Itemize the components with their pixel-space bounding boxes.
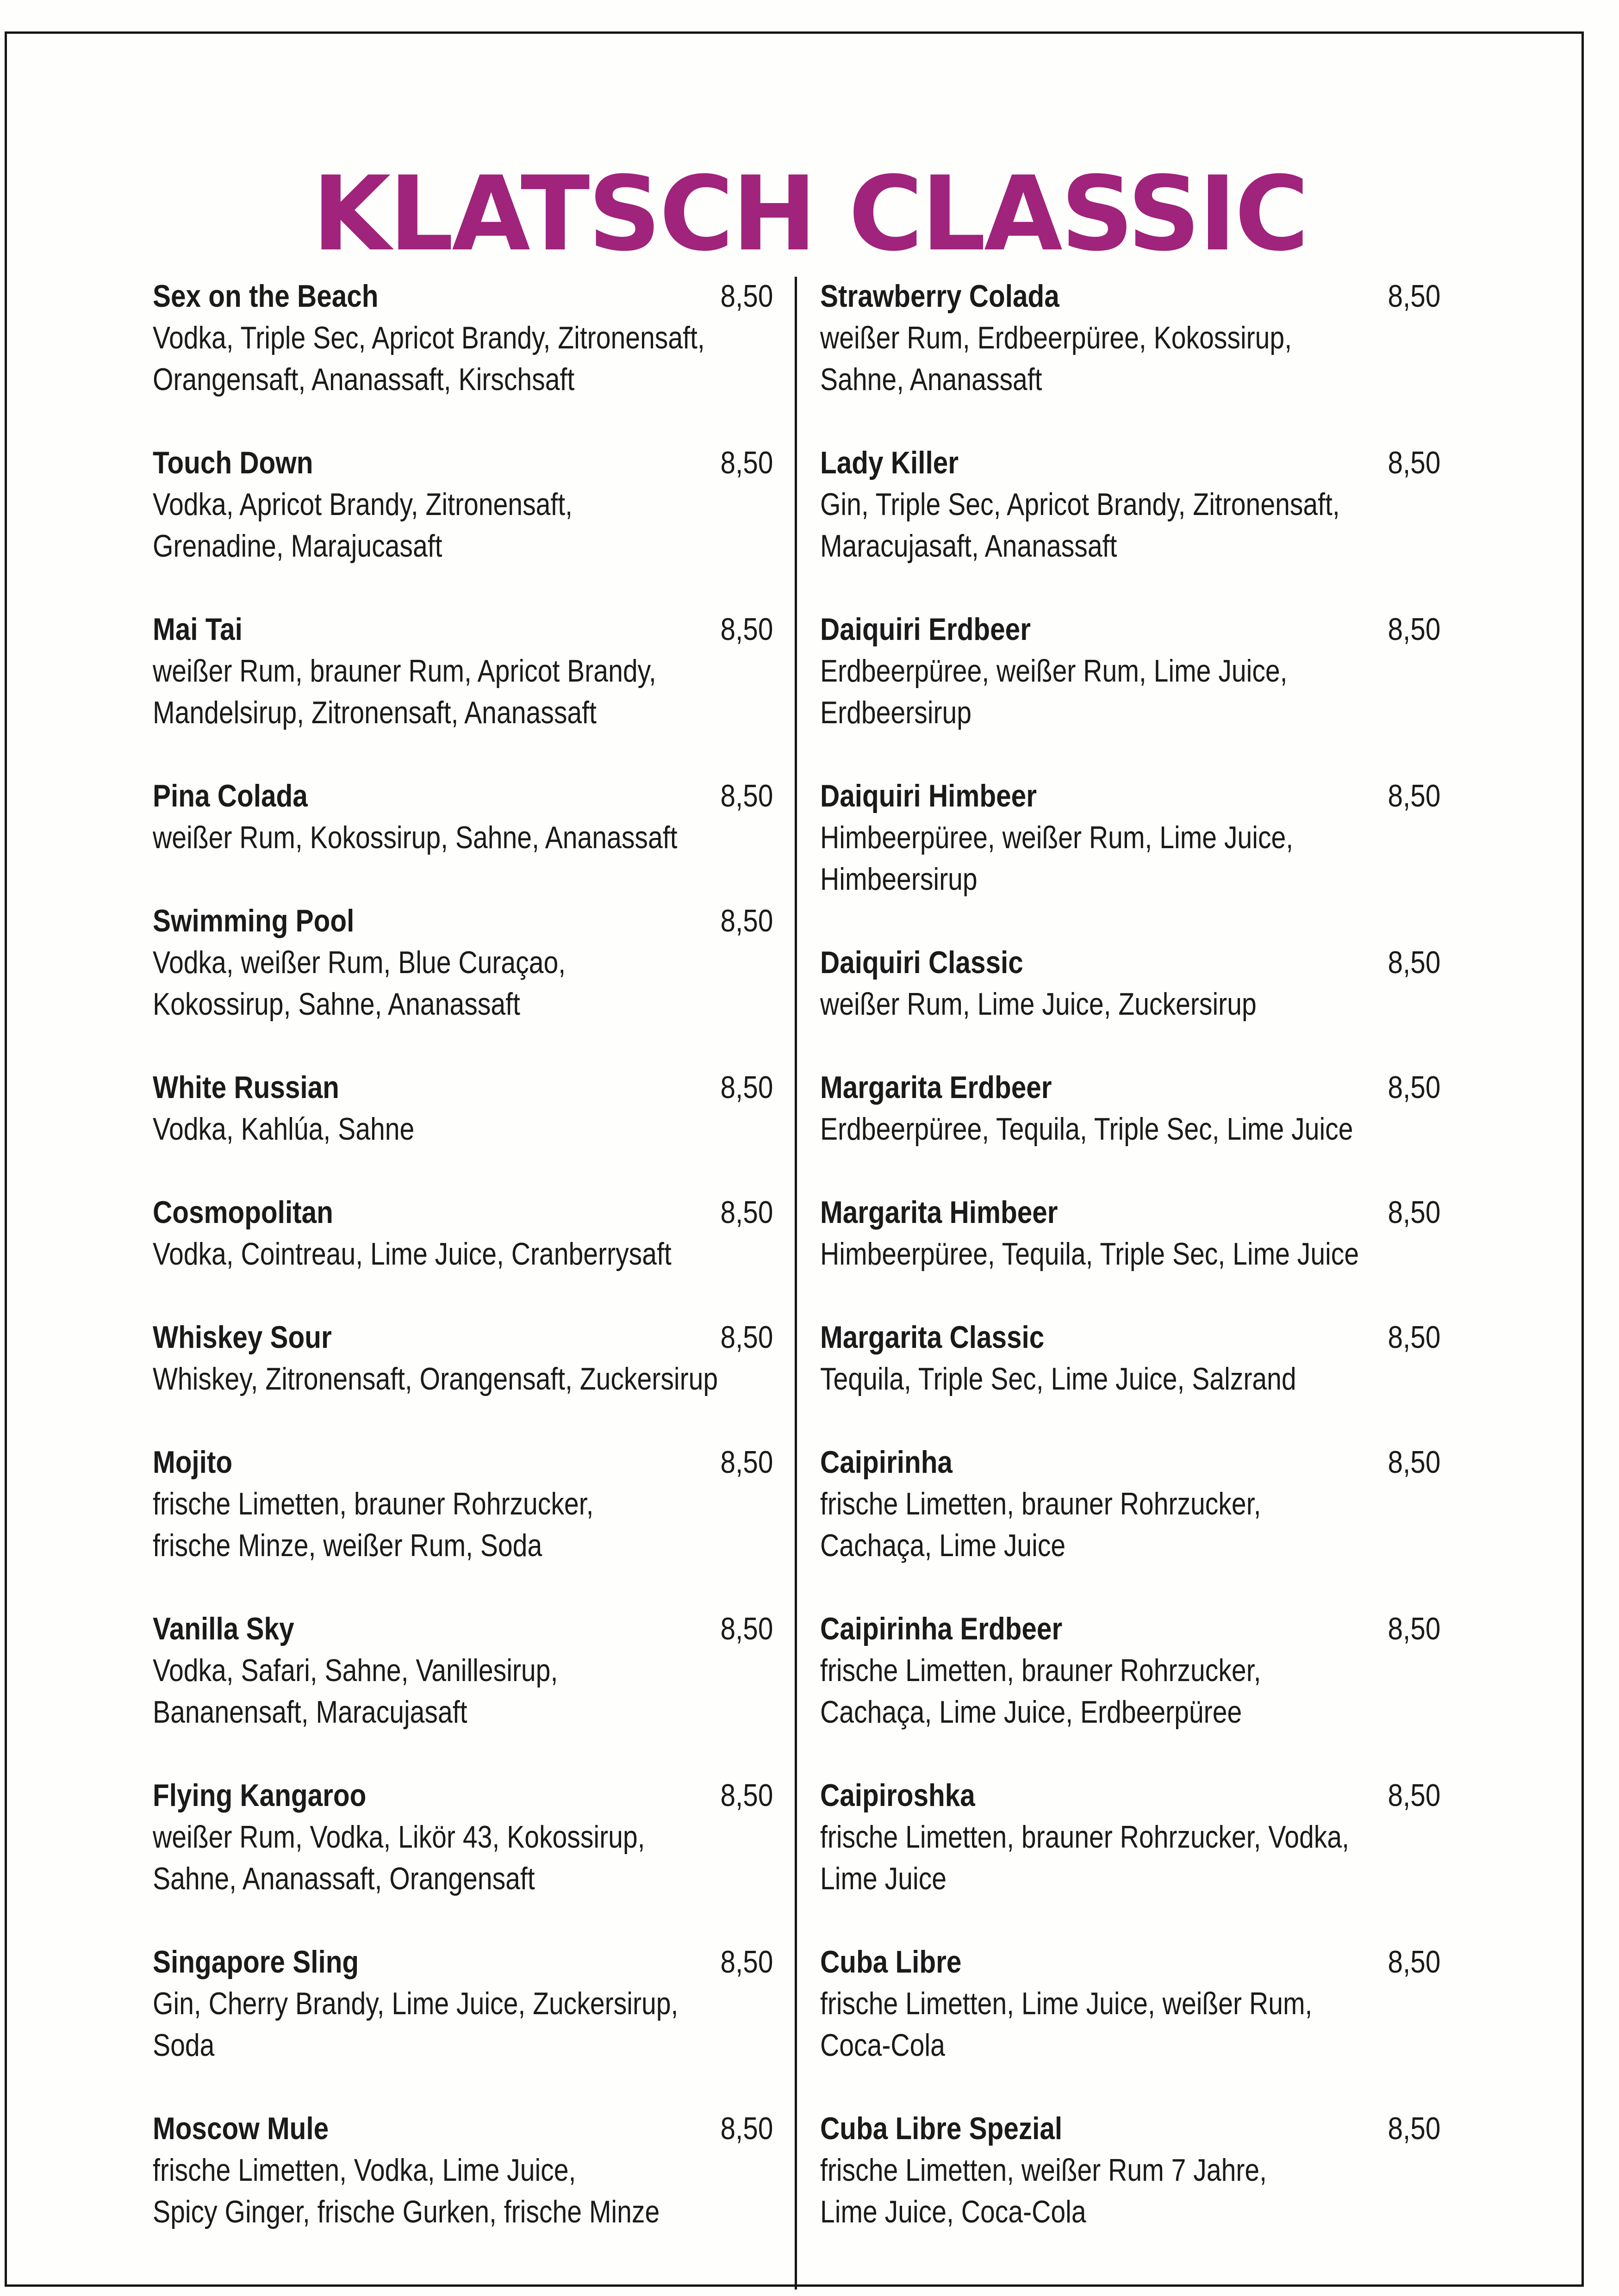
drink-ingredients: Lime Juice <box>820 1861 947 1896</box>
menu-item-header <box>153 1441 773 1483</box>
drink-name: Daiquiri Erdbeer <box>820 612 1031 647</box>
menu-item <box>153 442 773 567</box>
drink-ingredients: Erdbeerpüree, Tequila, Triple Sec, Lime Juice <box>820 1111 1353 1147</box>
drink-ingredients: frische Limetten, brauner Rohrzucker, <box>820 1653 1261 1688</box>
drink-ingredients: Cachaça, Lime Juice <box>820 1528 1066 1563</box>
menu-item <box>153 1316 773 1400</box>
menu-item-header <box>153 608 773 650</box>
drink-ingredients: frische Limetten, brauner Rohrzucker, Vodka, <box>820 1819 1349 1855</box>
menu-item <box>820 1608 1440 1733</box>
drink-price: 8,50 <box>720 1320 773 1355</box>
drink-ingredients: Spicy Ginger, frische Gurken, frische Minze <box>153 2194 660 2229</box>
drink-ingredients: weißer Rum, Erdbeerpüree, Kokossirup, <box>820 320 1292 355</box>
column-divider <box>795 277 797 2290</box>
menu-item-header <box>153 442 773 484</box>
drink-name: Mai Tai <box>153 612 243 647</box>
drink-price: 8,50 <box>720 903 773 938</box>
drink-name: Margarita Classic <box>820 1320 1045 1355</box>
drink-name: Daiquiri Himbeer <box>820 778 1037 813</box>
menu-item <box>820 1316 1440 1400</box>
drink-ingredients: Mandelsirup, Zitronensaft, Ananassaft <box>153 695 597 730</box>
menu-item-header <box>153 775 773 817</box>
drink-ingredients: weißer Rum, Vodka, Likör 43, Kokossirup, <box>153 1819 645 1855</box>
drink-price: 8,50 <box>1388 612 1440 647</box>
drink-ingredients: weißer Rum, brauner Rum, Apricot Brandy, <box>153 653 656 689</box>
drink-name: Cuba Libre <box>820 1944 962 1980</box>
drink-ingredients: Himbeerpüree, weißer Rum, Lime Juice, <box>820 820 1294 855</box>
drink-name: Mojito <box>153 1445 233 1480</box>
menu-item <box>820 442 1440 567</box>
drink-ingredients: Lime Juice, Coca-Cola <box>820 2194 1086 2229</box>
menu-title: KLATSCH CLASSIC <box>311 155 1307 274</box>
drink-name: Cuba Libre Spezial <box>820 2111 1063 2146</box>
menu-item-header <box>153 1316 773 1358</box>
drink-price: 8,50 <box>1388 1070 1440 1105</box>
menu-item-header <box>820 442 1440 484</box>
drink-ingredients: weißer Rum, Lime Juice, Zuckersirup <box>820 987 1257 1022</box>
drink-ingredients: frische Minze, weißer Rum, Soda <box>153 1528 542 1563</box>
drink-price: 8,50 <box>1388 1778 1440 1813</box>
menu-item <box>820 1775 1440 1899</box>
menu-item-header <box>820 2108 1440 2149</box>
menu-item <box>153 775 773 858</box>
menu-item <box>153 1067 773 1150</box>
menu-item <box>820 942 1440 1025</box>
drink-price: 8,50 <box>1388 1611 1440 1646</box>
drink-name: Pina Colada <box>153 778 308 813</box>
drink-ingredients: Cachaça, Lime Juice, Erdbeerpüree <box>820 1694 1242 1730</box>
drink-ingredients: Maracujasaft, Ananassaft <box>820 528 1117 564</box>
drink-name: White Russian <box>153 1070 339 1105</box>
drink-ingredients: Vodka, Triple Sec, Apricot Brandy, Zitronensaft, <box>153 320 705 355</box>
menu-item <box>153 2108 773 2233</box>
menu-item-header <box>820 1191 1440 1233</box>
drink-ingredients: Vodka, Apricot Brandy, Zitronensaft, <box>153 487 573 522</box>
drink-ingredients: Orangensaft, Ananassaft, Kirschsaft <box>153 362 575 397</box>
menu-item <box>153 1441 773 1566</box>
drink-ingredients: Vodka, Safari, Sahne, Vanillesirup, <box>153 1653 558 1688</box>
menu-item <box>153 1191 773 1275</box>
drink-name: Strawberry Colada <box>820 279 1059 314</box>
drink-ingredients: Vodka, Cointreau, Lime Juice, Cranberrysaft <box>153 1236 672 1272</box>
drink-name: Margarita Himbeer <box>820 1195 1058 1230</box>
drink-ingredients: frische Limetten, Vodka, Lime Juice, <box>153 2153 576 2188</box>
drink-name: Caipiroshka <box>820 1778 975 1813</box>
drink-price: 8,50 <box>720 2111 773 2146</box>
drink-name: Touch Down <box>153 445 313 480</box>
drink-price: 8,50 <box>720 1611 773 1646</box>
drink-ingredients: Soda <box>153 2028 215 2063</box>
drink-ingredients: Gin, Cherry Brandy, Lime Juice, Zuckersirup, <box>153 1986 679 2021</box>
menu-item-header <box>820 1941 1440 1983</box>
menu-item <box>153 1775 773 1899</box>
drink-ingredients: frische Limetten, weißer Rum 7 Jahre, <box>820 2153 1267 2188</box>
drink-ingredients: frische Limetten, brauner Rohrzucker, <box>820 1486 1261 1521</box>
menu-item-header <box>820 1775 1440 1816</box>
menu-item <box>820 1067 1440 1150</box>
drink-price: 8,50 <box>720 279 773 314</box>
drink-name: Swimming Pool <box>153 903 355 938</box>
menu-item <box>820 1441 1440 1566</box>
drink-ingredients: Bananensaft, Maracujasaft <box>153 1694 467 1730</box>
drink-ingredients: Whiskey, Zitronensaft, Orangensaft, Zuckersirup <box>153 1361 718 1396</box>
menu-item <box>820 608 1440 733</box>
menu-item-header <box>820 942 1440 983</box>
drink-price: 8,50 <box>1388 778 1440 813</box>
drink-price: 8,50 <box>1388 445 1440 480</box>
drink-price: 8,50 <box>720 778 773 813</box>
menu-item-header <box>153 1775 773 1816</box>
drink-price: 8,50 <box>720 1445 773 1480</box>
menu-item <box>153 608 773 733</box>
menu-item <box>820 275 1440 400</box>
drink-name: Whiskey Sour <box>153 1320 332 1355</box>
drink-price: 8,50 <box>1388 279 1440 314</box>
menu-item <box>153 275 773 400</box>
menu-item-header <box>153 2108 773 2149</box>
drink-name: Cosmopolitan <box>153 1195 333 1230</box>
drink-name: Singapore Sling <box>153 1944 359 1980</box>
drink-ingredients: weißer Rum, Kokossirup, Sahne, Ananassaft <box>153 820 678 855</box>
menu-item-header <box>153 1067 773 1108</box>
drink-price: 8,50 <box>720 1070 773 1105</box>
menu-item-header <box>820 1067 1440 1108</box>
menu-item <box>153 900 773 1025</box>
menu-item <box>153 1941 773 2066</box>
drink-ingredients: Erdbeersirup <box>820 695 972 730</box>
drink-ingredients: Sahne, Ananassaft, Orangensaft <box>153 1861 535 1896</box>
drink-price: 8,50 <box>720 1944 773 1980</box>
drink-price: 8,50 <box>1388 1445 1440 1480</box>
drink-ingredients: frische Limetten, brauner Rohrzucker, <box>153 1486 594 1521</box>
drink-name: Margarita Erdbeer <box>820 1070 1052 1105</box>
drink-ingredients: frische Limetten, Lime Juice, weißer Rum, <box>820 1986 1313 2021</box>
drink-name: Lady Killer <box>820 445 959 480</box>
drink-price: 8,50 <box>720 1778 773 1813</box>
drink-price: 8,50 <box>1388 2111 1440 2146</box>
menu-item-header <box>820 608 1440 650</box>
menu-item <box>153 1608 773 1733</box>
drink-ingredients: Himbeerpüree, Tequila, Triple Sec, Lime Juice <box>820 1236 1359 1272</box>
menu-item-header <box>153 1191 773 1233</box>
drink-price: 8,50 <box>1388 945 1440 980</box>
drink-ingredients: Kokossirup, Sahne, Ananassaft <box>153 987 520 1022</box>
menu-item-header <box>153 1608 773 1650</box>
drink-ingredients: Tequila, Triple Sec, Lime Juice, Salzrand <box>820 1361 1296 1396</box>
menu-item <box>820 775 1440 900</box>
menu-item-header <box>153 275 773 317</box>
drink-price: 8,50 <box>1388 1195 1440 1230</box>
drink-name: Vanilla Sky <box>153 1611 294 1646</box>
menu-item-header <box>820 275 1440 317</box>
drink-name: Caipirinha Erdbeer <box>820 1611 1063 1646</box>
menu-item-header <box>820 1608 1440 1650</box>
drink-ingredients: Coca-Cola <box>820 2028 945 2063</box>
drink-ingredients: Himbeersirup <box>820 862 978 897</box>
menu-item <box>820 1941 1440 2066</box>
drink-ingredients: Sahne, Ananassaft <box>820 362 1042 397</box>
drink-name: Sex on the Beach <box>153 279 379 314</box>
drink-price: 8,50 <box>720 445 773 480</box>
drink-name: Daiquiri Classic <box>820 945 1023 980</box>
menu-item-header <box>153 1941 773 1983</box>
drink-price: 8,50 <box>1388 1944 1440 1980</box>
drink-ingredients: Gin, Triple Sec, Apricot Brandy, Zitronensaft, <box>820 487 1340 522</box>
menu-item-header <box>820 775 1440 817</box>
menu-item-header <box>153 900 773 942</box>
drink-ingredients: Vodka, Kahlúa, Sahne <box>153 1111 415 1147</box>
menu-item-header <box>820 1441 1440 1483</box>
drink-price: 8,50 <box>720 612 773 647</box>
drink-price: 8,50 <box>1388 1320 1440 1355</box>
drink-name: Moscow Mule <box>153 2111 329 2146</box>
menu-item-header <box>820 1316 1440 1358</box>
drink-name: Flying Kangaroo <box>153 1778 367 1813</box>
drink-price: 8,50 <box>720 1195 773 1230</box>
drink-ingredients: Grenadine, Marajucasaft <box>153 528 442 564</box>
menu-item <box>820 2108 1440 2233</box>
drink-ingredients: Vodka, weißer Rum, Blue Curaçao, <box>153 945 566 980</box>
drink-name: Caipirinha <box>820 1445 953 1480</box>
drink-ingredients: Erdbeerpüree, weißer Rum, Lime Juice, <box>820 653 1288 689</box>
menu-item <box>820 1191 1440 1275</box>
